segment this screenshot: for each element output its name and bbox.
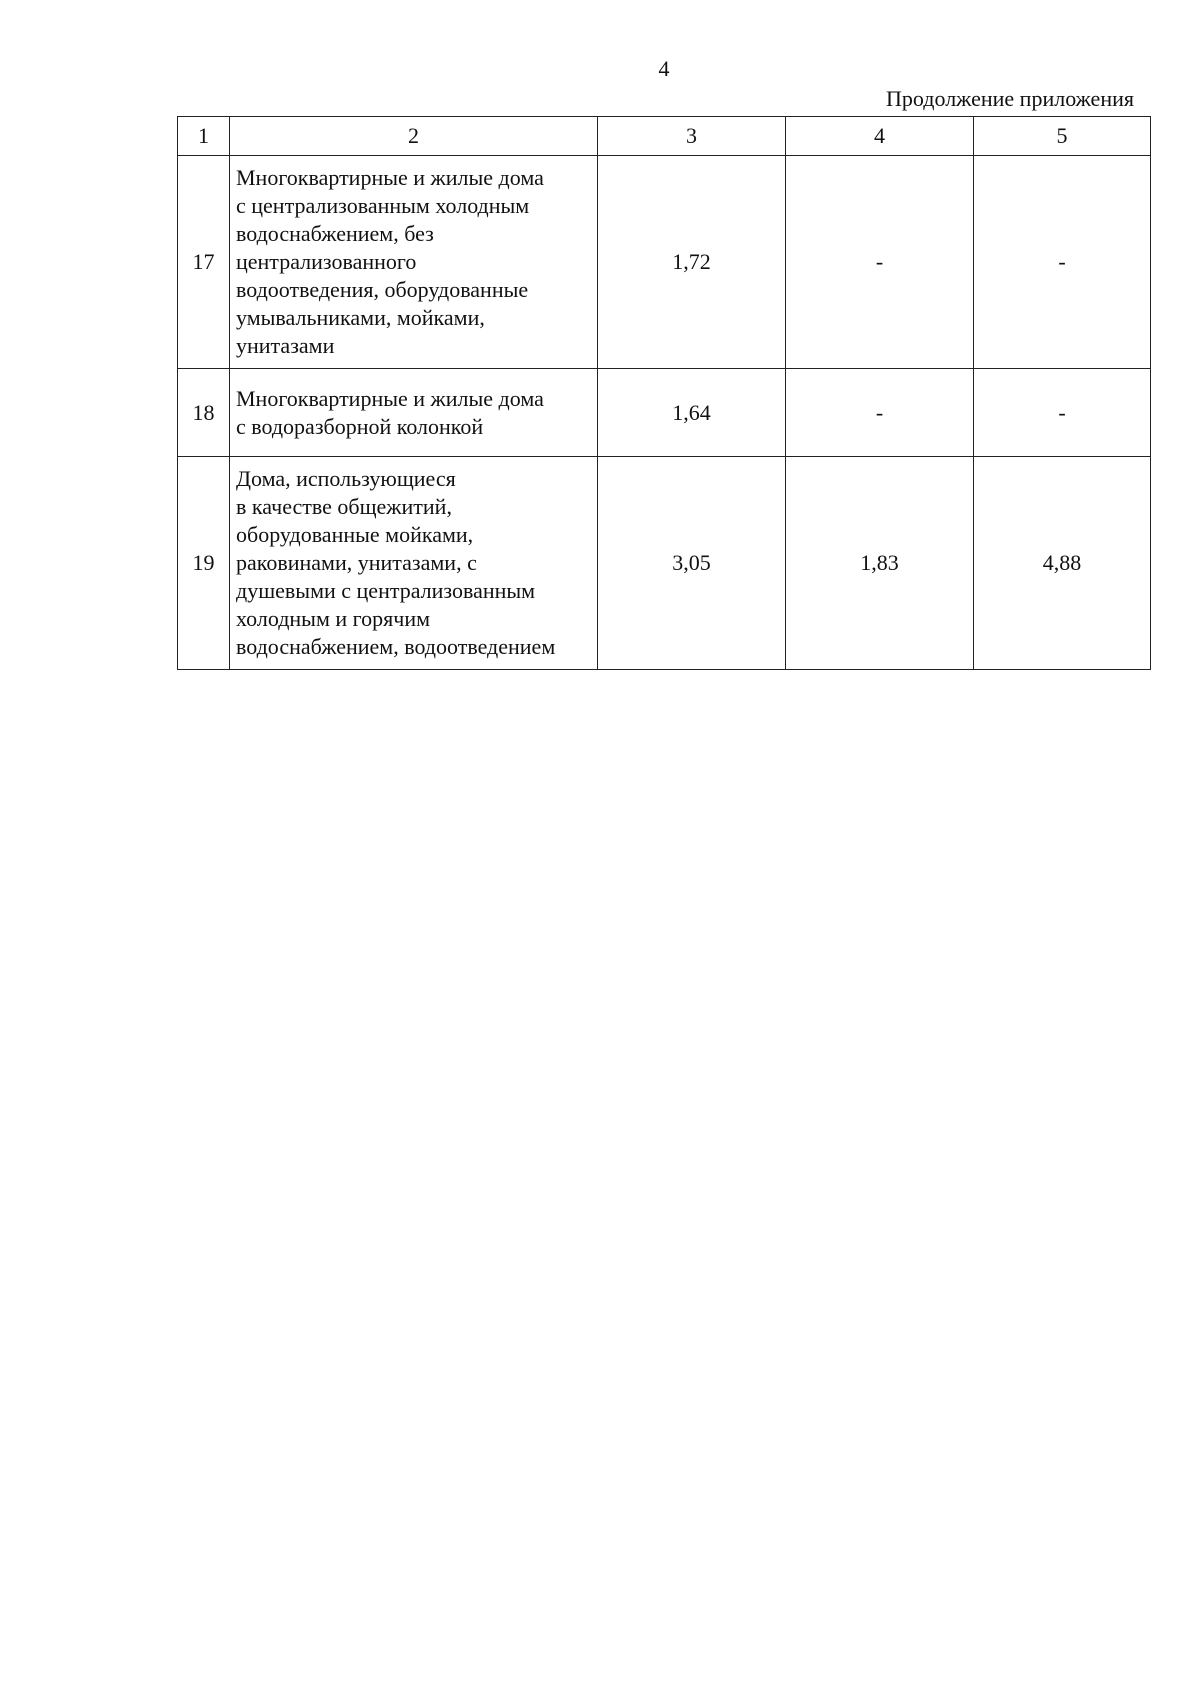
column-header: 4 [786,117,974,156]
appendix-table [177,116,1151,670]
row-description: Многоквартирные и жилые дома с водоразборной колонкой [230,369,598,457]
row-value-col5: - [974,156,1151,369]
page-number: 4 [658,56,670,81]
column-header: 3 [598,117,786,156]
row-value-col3: 3,05 [598,457,786,670]
row-description: Многоквартирные и жилые дома с централизованным холодным водоснабжением, без централизованного водоотведения, оборудованные умывальниками, мойками, унитазами [230,156,598,369]
row-description: Дома, использующиеся в качестве общежитий, оборудованные мойками, раковинами, унитазами, с душевыми с централизованным холодным и горячим водоснабжением, водоотведением [230,457,598,670]
row-value-col4: - [786,156,974,369]
column-header: 5 [974,117,1151,156]
row-value-col4: 1,83 [786,457,974,670]
table-row [178,156,1151,369]
table-header-row [178,117,1151,156]
row-value-col3: 1,64 [598,369,786,457]
row-value-col5: 4,88 [974,457,1151,670]
row-value-col5: - [974,369,1151,457]
row-number: 19 [178,457,230,670]
row-value-col4: - [786,369,974,457]
row-number: 18 [178,369,230,457]
continuation-label: Продолжение приложения [886,86,1134,111]
row-number: 17 [178,156,230,369]
table-row [178,369,1151,457]
row-value-col3: 1,72 [598,156,786,369]
column-header: 2 [230,117,598,156]
table-row [178,457,1151,670]
column-header: 1 [178,117,230,156]
